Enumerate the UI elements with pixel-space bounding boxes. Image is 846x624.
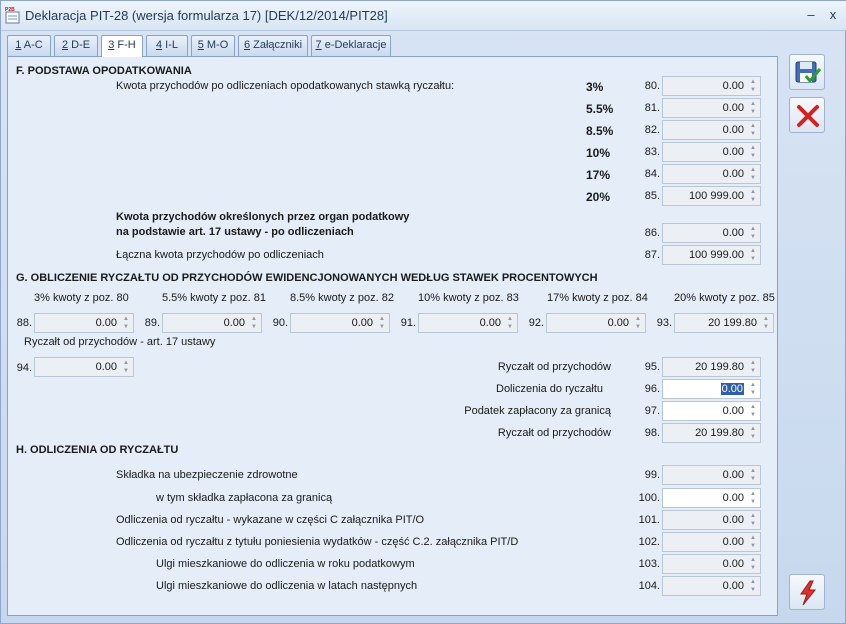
field-103[interactable] — [662, 554, 761, 574]
rate-label: 17% — [586, 168, 611, 182]
spinner-icon[interactable]: ▲ ▼ — [251, 316, 257, 330]
field-87[interactable] — [662, 245, 761, 265]
field-value: 0.00 — [722, 514, 744, 526]
app-icon-label: P2B — [5, 7, 15, 13]
field-95[interactable] — [662, 357, 761, 377]
app-icon — [5, 6, 21, 24]
total-label: Łączna kwota przychodów po odliczeniach — [116, 249, 324, 261]
row-label: Podatek zapłacony za granicą — [464, 405, 611, 417]
field-88[interactable] — [34, 313, 134, 333]
row-label: Ryczałt od przychodów — [497, 427, 611, 439]
tab-m-o[interactable]: 5 M-O — [191, 35, 235, 56]
spinner-icon[interactable]: ▲ ▼ — [750, 226, 756, 240]
field-83[interactable] — [662, 142, 761, 162]
field-value: 0.00 — [722, 558, 744, 570]
field-value: 0.00 — [722, 405, 744, 417]
row-label: Odliczenia od ryczałtu - wykazane w części C załącznika PIT/O — [116, 514, 425, 526]
section-f-intro: Kwota przychodów po odliczeniach opodatkowanych stawką ryczałtu: — [116, 80, 455, 92]
spinner-icon[interactable]: ▲ ▼ — [750, 468, 756, 482]
field-96[interactable] — [662, 379, 761, 399]
field-86[interactable] — [662, 223, 761, 243]
calculate-button[interactable] — [789, 574, 825, 610]
tab-e-deklaracje[interactable]: 7 e-Deklaracje — [311, 35, 391, 56]
art17-label-line2: na podstawie art. 17 ustawy - po odliczeniach — [116, 226, 354, 238]
row-label: Ryczałt od przychodów — [497, 361, 611, 373]
rate-label: 8.5% — [586, 124, 614, 138]
field-value: 0.00 — [479, 317, 501, 329]
row-label: Ulgi mieszkaniowe do odliczenia w latach następnych — [156, 580, 418, 592]
field-number: 87. — [644, 249, 660, 261]
column-label: 3% kwoty z poz. 80 — [34, 292, 129, 304]
field-number: 103. — [638, 558, 660, 570]
title-bar — [1, 1, 846, 31]
field-number: 83. — [644, 146, 660, 158]
field-number: 81. — [644, 102, 660, 114]
field-number: 95. — [644, 361, 660, 373]
rate-label: 5.5% — [586, 102, 614, 116]
spinner-icon[interactable]: ▲ ▼ — [750, 101, 756, 115]
form-panel — [7, 56, 778, 616]
field-101[interactable] — [662, 510, 761, 530]
field-value: 20 199.80 — [695, 427, 744, 439]
field-value: 0.00 — [721, 383, 743, 395]
row-label: Składka na ubezpieczenie zdrowotne — [116, 469, 298, 481]
field-number: 94. — [16, 362, 32, 374]
field-85[interactable] — [662, 186, 761, 206]
field-value: 100 999.00 — [688, 249, 744, 261]
tab-i-l[interactable]: 4 I-L — [146, 35, 188, 56]
field-91[interactable] — [418, 313, 518, 333]
field-value: 0.00 — [722, 168, 744, 180]
row-label: Doliczenia do ryczałtu — [496, 383, 603, 395]
column-label: 8.5% kwoty z poz. 82 — [290, 292, 394, 304]
field-value: 20 199.80 — [708, 317, 757, 329]
lightning-icon — [794, 579, 822, 607]
cancel-button[interactable] — [789, 97, 825, 133]
field-81[interactable] — [662, 98, 761, 118]
field-value: 0.00 — [722, 102, 744, 114]
spinner-icon[interactable]: ▲ ▼ — [750, 123, 756, 137]
art17-label-line1: Kwota przychodów określonych przez organ podatkowy — [116, 211, 410, 223]
window-title: Deklaracja PIT-28 (wersja formularza 17) [DEK/12/2014/PIT28] — [25, 8, 388, 23]
field-number: 90. — [272, 317, 288, 329]
spinner-icon[interactable]: ▲ ▼ — [123, 360, 129, 374]
field-number: 101. — [638, 514, 660, 526]
column-label: 5.5% kwoty z poz. 81 — [162, 292, 266, 304]
spinner-icon[interactable]: ▲ ▼ — [635, 316, 641, 330]
spinner-icon[interactable]: ▲ ▼ — [750, 535, 756, 549]
field-number: 98. — [644, 427, 660, 439]
field-value: 0.00 — [722, 124, 744, 136]
floppy-save-icon — [794, 59, 822, 87]
field-number: 99. — [644, 469, 660, 481]
section-f-header: F. PODSTAWA OPODATKOWANIA — [16, 65, 192, 77]
field-value: 0.00 — [95, 361, 117, 373]
field-82[interactable] — [662, 120, 761, 140]
field-number: 96. — [644, 383, 660, 395]
column-label: 17% kwoty z poz. 84 — [547, 292, 648, 304]
spinner-icon[interactable]: ▲ ▼ — [750, 491, 756, 505]
field-number: 91. — [400, 317, 416, 329]
field-number: 104. — [638, 580, 660, 592]
field-number: 80. — [644, 80, 660, 92]
spinner-icon[interactable]: ▲ ▼ — [750, 426, 756, 440]
field-94[interactable] — [34, 357, 134, 377]
spinner-icon[interactable]: ▲ ▼ — [750, 79, 756, 93]
field-98[interactable] — [662, 423, 761, 443]
field-number: 86. — [644, 227, 660, 239]
spinner-icon[interactable]: ▲ ▼ — [379, 316, 385, 330]
row-label: Odliczenia od ryczałtu z tytułu poniesienia wydatków - część C.2. załącznika PIT/D — [116, 536, 519, 548]
row-label: w tym składka zapłacona za granicą — [156, 492, 333, 504]
spinner-icon[interactable]: ▲ ▼ — [750, 382, 756, 396]
field-97[interactable] — [662, 401, 761, 421]
field-92[interactable] — [546, 313, 646, 333]
field-number: 97. — [644, 405, 660, 417]
column-label: 10% kwoty z poz. 83 — [418, 292, 519, 304]
spinner-icon[interactable]: ▲ ▼ — [123, 316, 129, 330]
field-84[interactable] — [662, 164, 761, 184]
tab-a-c[interactable]: 1 A-C — [7, 35, 51, 56]
close-window-button[interactable]: x — [829, 7, 837, 22]
field-number: 84. — [644, 168, 660, 180]
column-label: 20% kwoty z poz. 85 — [674, 292, 775, 304]
field-value: 20 199.80 — [695, 361, 744, 373]
tab-d-e[interactable]: 2 D-E — [54, 35, 98, 56]
field-80[interactable] — [662, 76, 761, 96]
red-x-icon — [794, 102, 822, 130]
spinner-icon[interactable]: ▲ ▼ — [750, 167, 756, 181]
field-number: 92. — [528, 317, 544, 329]
section-h-header: H. ODLICZENIA OD RYCZAŁTU — [16, 444, 179, 456]
spinner-icon[interactable]: ▲ ▼ — [750, 557, 756, 571]
field-number: 82. — [644, 124, 660, 136]
spinner-icon[interactable]: ▲ ▼ — [750, 189, 756, 203]
field-100[interactable] — [662, 488, 761, 508]
spinner-icon[interactable]: ▲ ▼ — [507, 316, 513, 330]
field-value: 100 999.00 — [688, 190, 744, 202]
field-value: 0.00 — [722, 536, 744, 548]
field-102[interactable] — [662, 532, 761, 552]
spinner-icon[interactable]: ▲ ▼ — [750, 248, 756, 262]
minimize-button[interactable]: – — [807, 7, 815, 22]
field-value: 0.00 — [722, 227, 744, 239]
art17-ryczalt-label: Ryczałt od przychodów - art. 17 ustawy — [24, 336, 216, 348]
field-value: 0.00 — [722, 492, 744, 504]
field-number: 88. — [16, 317, 32, 329]
save-button[interactable] — [789, 54, 825, 90]
spinner-icon[interactable]: ▲ ▼ — [750, 404, 756, 418]
section-g-header: G. OBLICZENIE RYCZAŁTU OD PRZYCHODÓW EWIDENCJONOWANYCH WEDŁUG STAWEK PROCENTOWYCH — [16, 272, 598, 284]
field-value: 0.00 — [722, 469, 744, 481]
rate-label: 10% — [586, 146, 611, 160]
tab-zalaczniki[interactable]: 6 Załączniki — [238, 35, 308, 56]
field-90[interactable] — [290, 313, 390, 333]
spinner-icon[interactable]: ▲ ▼ — [750, 145, 756, 159]
field-number: 89. — [144, 317, 160, 329]
field-93[interactable] — [674, 313, 774, 333]
rate-label: 3% — [586, 80, 604, 94]
field-99[interactable] — [662, 465, 761, 485]
field-number: 102. — [638, 536, 660, 548]
field-value: 0.00 — [223, 317, 245, 329]
field-value: 0.00 — [722, 80, 744, 92]
rate-label: 20% — [586, 190, 611, 204]
field-104[interactable] — [662, 576, 761, 596]
spinner-icon[interactable]: ▲ ▼ — [763, 316, 769, 330]
tab-f-h[interactable]: 3 F-H — [101, 35, 143, 57]
field-value: 0.00 — [722, 580, 744, 592]
spinner-icon[interactable]: ▲ ▼ — [750, 579, 756, 593]
field-number: 85. — [644, 190, 660, 202]
spinner-icon[interactable]: ▲ ▼ — [750, 360, 756, 374]
field-value: 0.00 — [722, 146, 744, 158]
field-value: 0.00 — [95, 317, 117, 329]
spinner-icon[interactable]: ▲ ▼ — [750, 513, 756, 527]
field-value: 0.00 — [607, 317, 629, 329]
field-number: 93. — [656, 317, 672, 329]
row-label: Ulgi mieszkaniowe do odliczenia w roku podatkowym — [156, 558, 415, 570]
field-89[interactable] — [162, 313, 262, 333]
field-value: 0.00 — [351, 317, 373, 329]
field-number: 100. — [638, 492, 660, 504]
